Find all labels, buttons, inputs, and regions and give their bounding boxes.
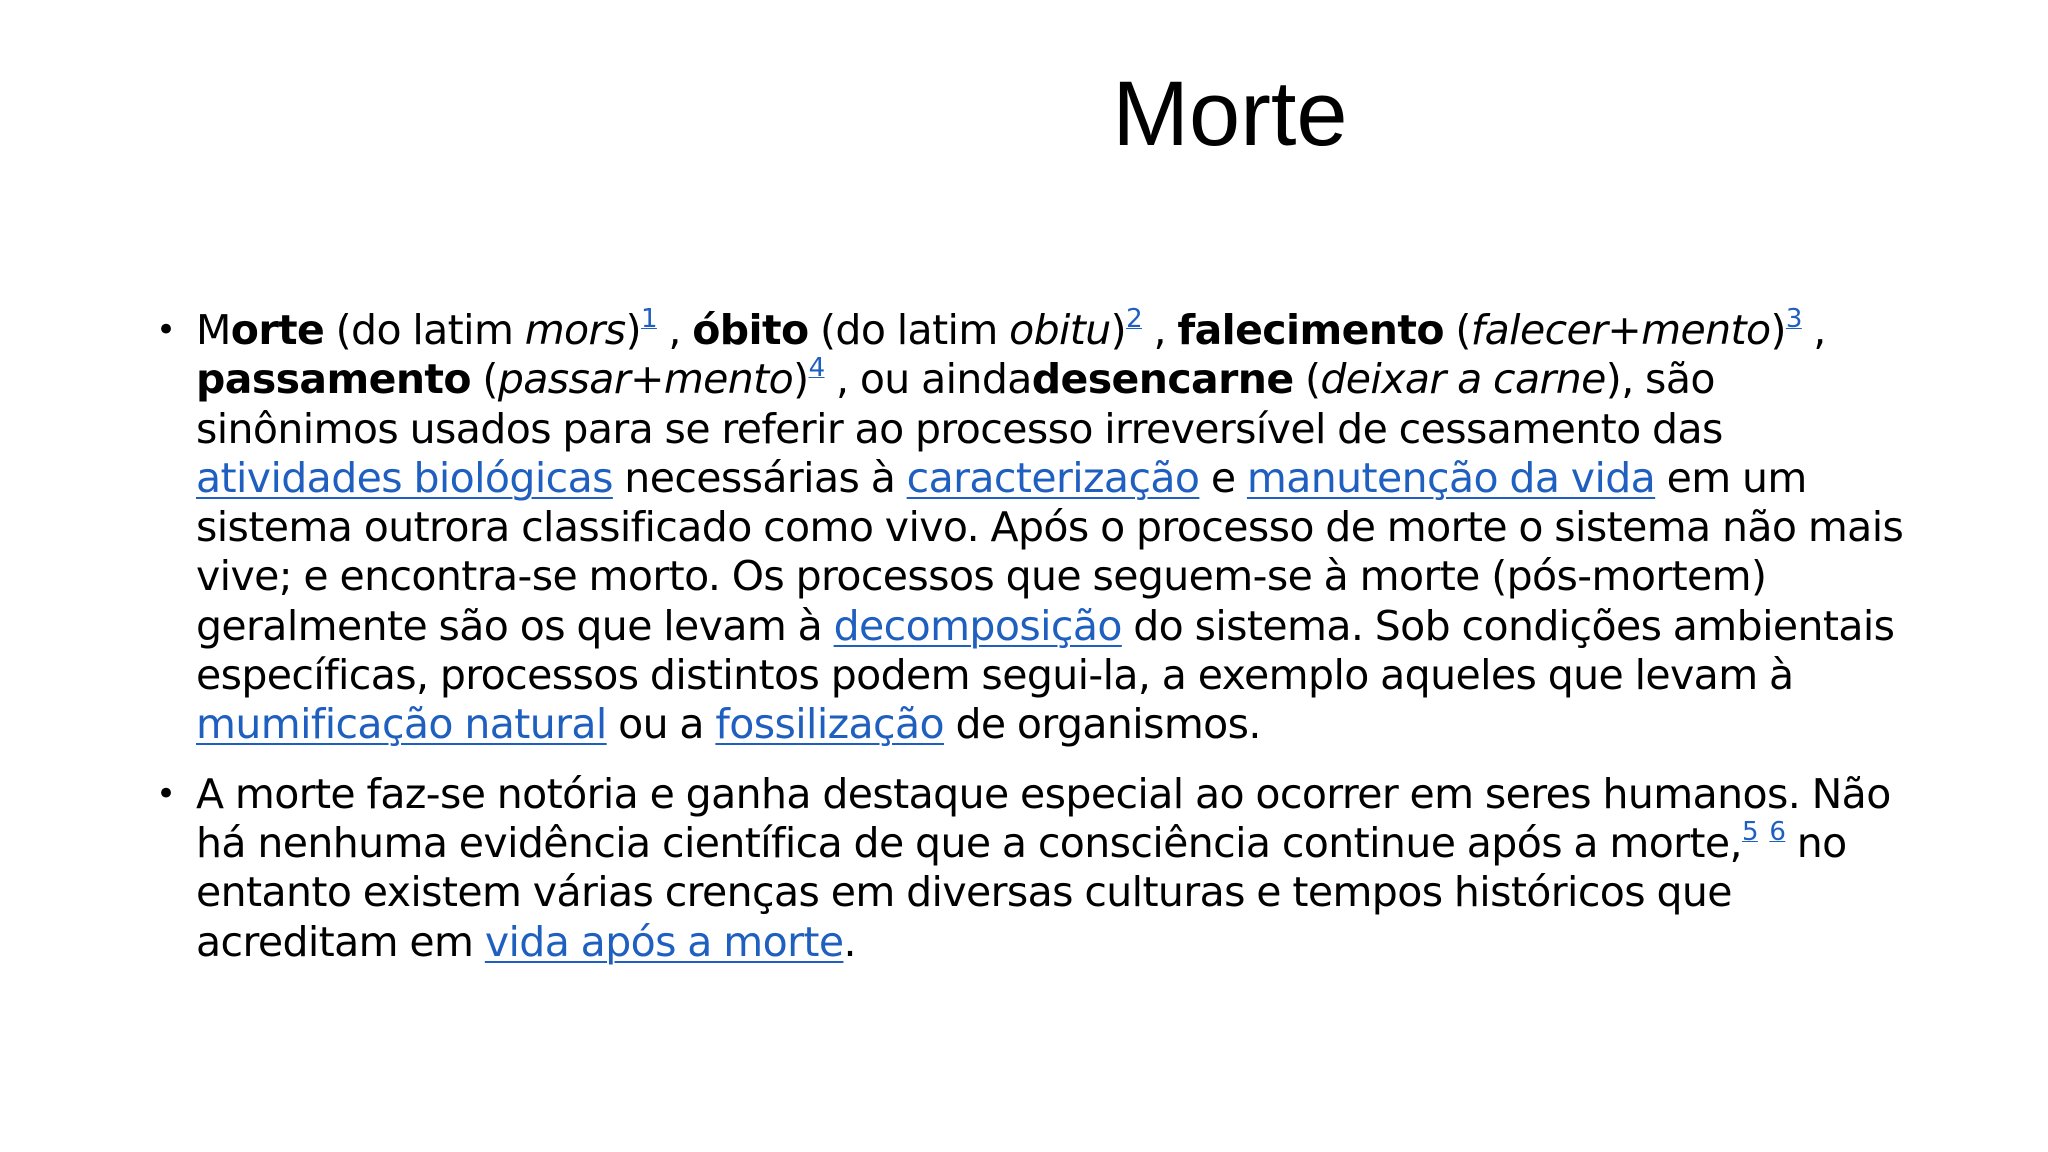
text-span: necessárias à bbox=[612, 453, 907, 502]
text-span: ) bbox=[793, 355, 809, 404]
text-span: ( bbox=[470, 355, 498, 404]
bullet-list bbox=[150, 306, 1910, 967]
text-span: ), são sinônimos usados para se referir ao processo irreversível de cessamento das bbox=[196, 355, 1723, 453]
text-span: no entanto existem várias crenças em diversas culturas e tempos históricos que acreditam em bbox=[196, 818, 1847, 966]
link-caracterizacao[interactable]: caracterização bbox=[906, 453, 1200, 502]
term-falecimento: falecimento bbox=[1177, 306, 1444, 354]
text-span: em um sistema outrora classificado como vivo. Após o processo de morte o sistema não mais vive; e encontra-se morto. Os processos que seguem-se à morte (pós-mortem) geralmente são os que levam à bbox=[196, 453, 1904, 650]
link-manutencao-da-vida[interactable]: manutenção da vida bbox=[1246, 453, 1656, 502]
etymology-obitu: obitu bbox=[1009, 306, 1111, 354]
link-decomposicao[interactable]: decomposição bbox=[833, 601, 1122, 650]
text-span: ou a bbox=[606, 700, 716, 749]
link-vida-apos-a-morte[interactable]: vida após a morte bbox=[484, 917, 844, 966]
text-span: ) bbox=[1770, 306, 1786, 354]
text-span: (do latim bbox=[808, 306, 1010, 354]
text-span: e bbox=[1199, 453, 1247, 502]
link-atividades-biologicas[interactable]: atividades biológicas bbox=[196, 453, 613, 502]
term-passamento: passamento bbox=[196, 355, 471, 404]
etymology-mors: mors bbox=[524, 306, 626, 354]
footnote-ref-2[interactable]: 2 bbox=[1126, 304, 1143, 334]
link-fossilizacao[interactable]: fossilização bbox=[715, 700, 945, 749]
text-span: de organismos. bbox=[944, 700, 1261, 749]
footnote-ref-1[interactable]: 1 bbox=[640, 304, 657, 334]
term-morte bbox=[196, 306, 324, 354]
bullet-item-definition bbox=[150, 306, 1910, 750]
term-morte-rest: orte bbox=[230, 306, 325, 354]
bullet-item-human-death bbox=[150, 770, 1910, 967]
etymology-falecer: falecer+mento bbox=[1470, 306, 1771, 354]
term-morte-initial: M bbox=[196, 306, 231, 354]
footnote-ref-4[interactable]: 4 bbox=[808, 353, 825, 384]
text-span: ) bbox=[1110, 306, 1127, 354]
bullet-icon: • bbox=[156, 310, 176, 350]
footnote-ref-5[interactable]: 5 bbox=[1741, 816, 1758, 847]
link-mumificacao-natural[interactable]: mumificação natural bbox=[196, 700, 607, 749]
term-obito: óbito bbox=[692, 306, 809, 354]
term-desencarne: desencarne bbox=[1031, 355, 1294, 404]
text-span bbox=[1758, 819, 1769, 867]
text-span: ( bbox=[1293, 355, 1321, 404]
text-span: ( bbox=[1443, 306, 1471, 354]
slide-title: Morte bbox=[1112, 63, 1348, 165]
text-span: . bbox=[843, 917, 856, 966]
text-span: , ou ainda bbox=[824, 355, 1032, 404]
bullet-icon: • bbox=[156, 773, 176, 814]
text-span: do sistema. Sob condições ambientais específicas, processos distintos podem segui-la, a exemplo aqueles que levam à bbox=[196, 601, 1895, 700]
footnote-ref-3[interactable]: 3 bbox=[1785, 304, 1802, 334]
text-span: ) bbox=[625, 306, 641, 354]
text-span: , bbox=[1142, 306, 1178, 354]
text-span: , bbox=[1801, 306, 1826, 354]
etymology-passar: passar+mento bbox=[497, 355, 794, 404]
footnote-ref-6[interactable]: 6 bbox=[1769, 816, 1786, 847]
etymology-deixar-a-carne: deixar a carne bbox=[1320, 355, 1606, 404]
text-span: A morte faz-se notória e ganha destaque especial ao ocorrer em seres humanos. Não há nenhuma evidência científica de que a consciência continue após a morte, bbox=[196, 769, 1891, 867]
text-span: , bbox=[656, 306, 693, 354]
text-span: (do latim bbox=[324, 306, 525, 354]
slide-body bbox=[150, 306, 1910, 987]
